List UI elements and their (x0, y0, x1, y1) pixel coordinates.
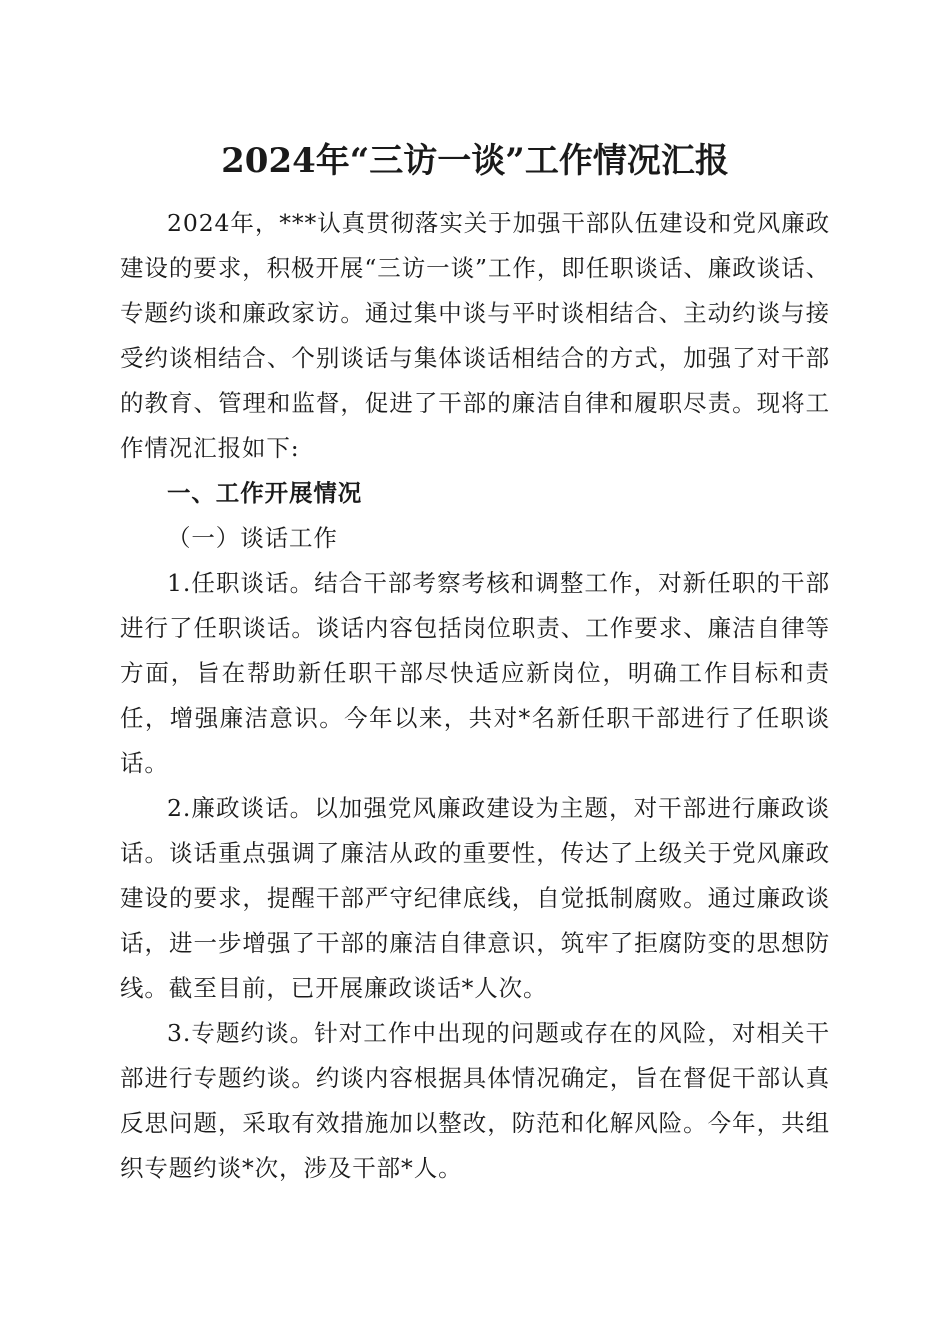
item-paragraph-3: 3.专题约谈。针对工作中出现的问题或存在的风险，对相关干部进行专题约谈。约谈内容根据具体情况确定，旨在督促干部认真反思问题，采取有效措施加以整改，防范和化解风险。今年，共组织专题约谈*次，涉及干部*人。 (120, 1019, 830, 1182)
document-title: 2024年“三访一谈”工作情况汇报 (221, 141, 729, 181)
document-body (120, 201, 830, 1191)
item-paragraph-1: 1.任职谈话。结合干部考察考核和调整工作，对新任职的干部进行了任职谈话。谈话内容包括岗位职责、工作要求、廉洁自律等方面，旨在帮助新任职干部尽快适应新岗位，明确工作目标和责任，增强廉洁意识。今年以来，共对*名新任职干部进行了任职谈话。 (120, 569, 830, 777)
intro-paragraph: 2024年，***认真贯彻落实关于加强干部队伍建设和党风廉政建设的要求，积极开展“三访一谈”工作，即任职谈话、廉政谈话、专题约谈和廉政家访。通过集中谈与平时谈相结合、主动约谈与接受约谈相结合、个别谈话与集体谈话相结合的方式，加强了对干部的教育、管理和监督，促进了干部的廉洁自律和履职尽责。现将工作情况汇报如下: (120, 209, 830, 462)
item-paragraph-2: 2.廉政谈话。以加强党风廉政建设为主题，对干部进行廉政谈话。谈话重点强调了廉洁从政的重要性，传达了上级关于党风廉政建设的要求，提醒干部严守纪律底线，自觉抵制腐败。通过廉政谈话，进一步增强了干部的廉洁自律意识，筑牢了拒腐防变的思想防线。截至目前，已开展廉政谈话*人次。 (120, 794, 830, 1002)
section-heading: 一、工作开展情况 (167, 479, 363, 507)
subsection-heading: （一）谈话工作 (167, 524, 338, 552)
